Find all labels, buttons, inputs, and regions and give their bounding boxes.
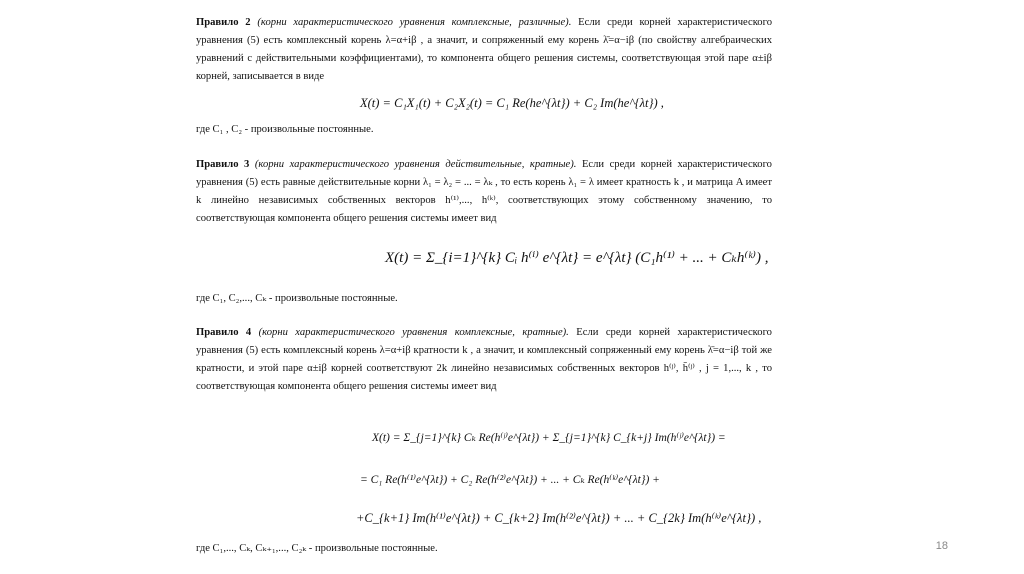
rule2-title: (корни характеристического уравнения комплексные, различные). (257, 17, 572, 28)
rule2-text: Если среди корней характеристического уравнения (5) есть комплексный корень λ=α+iβ , а значит, и сопряженный ему корень λ̄=α−iβ (по свойству алгебраических уравнений с действительными коэффициентами), то компонента общего решения системы, соответствующая этой паре α±iβ корней, записывается в виде (196, 17, 772, 82)
rule4-constants-note: где C₁,..., Cₖ, Cₖ₊₁,..., C₂ₖ - произвольные постоянные. (196, 543, 438, 554)
rule3-paragraph (196, 156, 772, 228)
page-number: 18 (935, 540, 948, 552)
rule4-label: Правило 4 (196, 327, 252, 338)
rule4-text: Если среди корней характеристического уравнения (5) есть комплексный корень λ=α+iβ кратности k , а значит, и комплексный сопряженный ему корень λ̄=α−iβ той же кратности, и этой паре α±iβ корней соответствуют 2k линейно независимых собственных векторов h⁽ʲ⁾, h̄⁽ʲ⁾ , j = 1,..., k , то соответствующая компонента общего решения системы имеет вид (196, 327, 772, 392)
rule4-title: (корни характеристического уравнения комплексные, кратные). (258, 327, 569, 338)
rule3-formula: X(t) = Σ_{i=1}^{k} Cᵢ h⁽ⁱ⁾ e^{λt} = e^{λt} (C₁h⁽¹⁾ + ... + Cₖh⁽ᵏ⁾) , (385, 250, 769, 266)
rule2-constants-note: где C₁ , C₂ - произвольные постоянные. (196, 124, 374, 135)
rule3-title: (корни характеристического уравнения действительные, кратные). (254, 159, 577, 170)
rule4-formula-line3: +C_{k+1} Im(h⁽¹⁾e^{λt}) + C_{k+2} Im(h⁽²⁾e^{λt}) + ... + C_{2k} Im(h⁽ᵏ⁾e^{λt}) , (356, 511, 762, 525)
rule3-label: Правило 3 (196, 159, 250, 170)
rule2-paragraph (196, 14, 772, 86)
rule3-text: Если среди корней характеристического уравнения (5) есть равные действительные корни λ₁ = λ₂ = ... = λₖ , то есть корень λ₁ = λ имеет кратность k , и матрица A имеет k линейно независимых собственных векторов h⁽¹⁾,..., h⁽ᵏ⁾, соответствующих этому собственному значению, то соответствующая компонента общего решения системы имеет вид (196, 159, 772, 224)
rule2-formula: X(t) = C₁X₁(t) + C₂X₂(t) = C₁ Re(he^{λt}) + C₂ Im(he^{λt}) , (360, 96, 664, 110)
rule4-formula-line1: X(t) = Σ_{j=1}^{k} Cₖ Re(h⁽ʲ⁾e^{λt}) + Σ_{j=1}^{k} C_{k+j} Im(h⁽ʲ⁾e^{λt}) = (372, 432, 726, 444)
rule3-constants-note: где C₁, C₂,..., Cₖ - произвольные постоянные. (196, 293, 398, 304)
rule2-label: Правило 2 (196, 17, 251, 28)
rule4-formula-line2: = C₁ Re(h⁽¹⁾e^{λt}) + C₂ Re(h⁽²⁾e^{λt}) + ... + Cₖ Re(h⁽ᵏ⁾e^{λt}) + (360, 474, 660, 486)
rule4-paragraph (196, 324, 772, 396)
